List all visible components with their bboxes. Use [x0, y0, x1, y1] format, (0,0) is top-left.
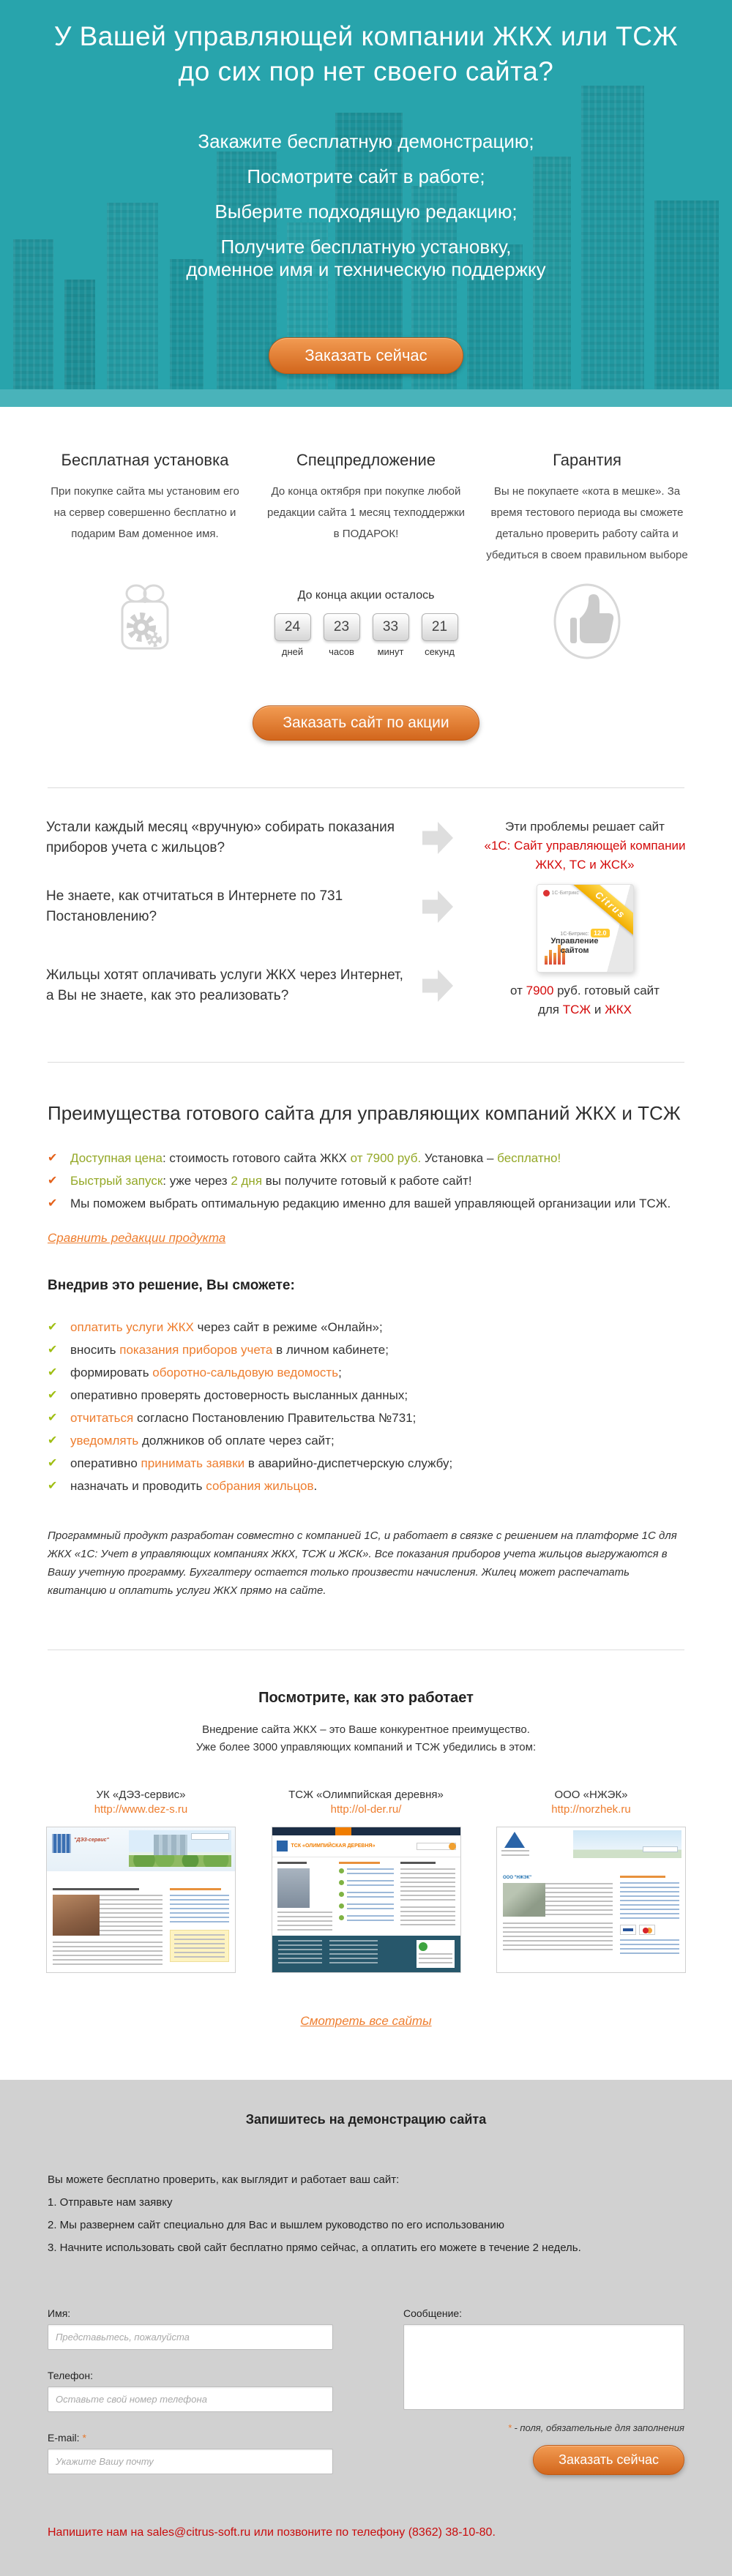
thumb-text-lines [53, 1942, 163, 1966]
order-now-button[interactable]: Заказать сейчас [269, 337, 463, 374]
thumb-heading-line [620, 1876, 665, 1878]
check-icon: ✔ [48, 1389, 58, 1401]
thumb-link-lines [620, 1882, 679, 1920]
feature-icons-row [44, 582, 688, 664]
check-icon: ✔ [48, 1152, 58, 1164]
countdown-seconds-label: секунд [425, 646, 455, 657]
waterfront-strip [0, 389, 732, 407]
site-card-dez [46, 1789, 236, 1973]
countdown-widget [265, 582, 467, 657]
thumb-site-title: ООО "НЖЭК" [503, 1876, 532, 1880]
site-thumbnail-nzhek[interactable] [496, 1827, 686, 1973]
demo-step: 1. Отправьте нам заявку [48, 2196, 173, 2209]
email-label: E-mail: * [48, 2432, 86, 2444]
thumb-nav-bar [501, 1861, 681, 1871]
problems-list [46, 817, 458, 1019]
thumb-footer [272, 1936, 460, 1972]
capability-item: ✔ оперативно принимать заявки в аварийно-диспетчерскую службу; [48, 1452, 684, 1475]
feature-columns [44, 451, 688, 566]
capability-item: ✔ вносить показания приборов учета в личном кабинете; [48, 1338, 684, 1361]
check-icon: ✔ [48, 1434, 58, 1447]
thumb-heading-line [53, 1888, 139, 1890]
capability-item: ✔ формировать оборотно-сальдовую ведомость; [48, 1361, 684, 1384]
product-name: 1С-Битрикс: Управление сайтом [550, 932, 599, 955]
hero-bullet-list [0, 130, 732, 281]
thumb-nav-bar [51, 1871, 231, 1882]
solution-list-title: Внедрив это решение, Вы сможете: [48, 1278, 295, 1293]
example-sites [46, 1789, 686, 1973]
thumb-photo [503, 1883, 545, 1917]
hero-bullet: Закажите бесплатную демонстрацию; [198, 130, 534, 152]
message-label: Сообщение: [403, 2307, 463, 2319]
thumb-link-lines [620, 1939, 679, 1957]
hero-banner [0, 0, 732, 407]
required-fields-note: * - поля, обязательные для заполнения [507, 2422, 684, 2433]
name-input[interactable] [48, 2324, 333, 2350]
capability-item: ✔ оплатить услуги ЖКХ через сайт в режиме «Онлайн»; [48, 1316, 684, 1338]
site-url-link[interactable]: http://norzhek.ru [551, 1803, 631, 1816]
countdown-title: До конца акции осталось [297, 589, 435, 602]
feature-text: При покупке сайта мы установим его на сервер совершенно бесплатно и подарим Вам доменное имя. [51, 485, 239, 540]
phone-label: Телефон: [48, 2370, 93, 2381]
contact-line: Напишите нам на sales@citrus-soft.ru или позвоните по телефону (8362) 38-10-80. [48, 2526, 496, 2539]
feature-title: Бесплатная установка [61, 451, 229, 469]
order-promo-button[interactable]: Заказать сайт по акции [253, 705, 479, 741]
message-textarea[interactable] [403, 2324, 684, 2410]
thumb-logo-icon [277, 1841, 288, 1852]
thumb-search-box [417, 1843, 456, 1850]
1c-logo-icon [543, 890, 550, 896]
site-card-olimp [272, 1789, 461, 1973]
thumb-logo-icon [504, 1832, 525, 1848]
solution-capabilities-list [48, 1316, 684, 1497]
check-icon: ✔ [48, 1175, 58, 1187]
thumbs-up-icon [486, 582, 688, 664]
check-icon: ✔ [48, 1197, 58, 1210]
hero-bullet: Выберите подходящую редакцию; [214, 201, 518, 222]
demo-signup-section [0, 2080, 732, 2576]
thumb-header [272, 1835, 460, 1857]
integration-note: Программный продукт разработан совместно с компанией 1С, и работает в связке с решением на платформе 1С для ЖКХ «1С: Учет в управляющих компаниях ЖКХ, ТСЖ и ЖСК». Все показания приборов учета жильцов выгружаются в Вашу учетную программу. Бухгалтеру остается только произвести начисления. Жилец может распечатать квитанцию и оплатить услуги ЖКХ прямо на сайте. [48, 1530, 677, 1597]
price-line2: для ТСЖ и ЖКХ [537, 1003, 632, 1016]
green-bullet-icon [339, 1892, 344, 1897]
page-title-line1: У Вашей управляющей компании ЖКХ или ТСЖ [53, 21, 679, 51]
countdown-seconds [422, 613, 458, 657]
thumb-photo [277, 1868, 310, 1908]
countdown-hours-label: часов [329, 646, 354, 657]
thumb-site-title: ТСК «ОЛИМПИЙСКАЯ ДЕРЕВНЯ» [291, 1843, 376, 1849]
showcase-title: Посмотрите, как это работает [258, 1690, 474, 1706]
site-url-link[interactable]: http://www.dez-s.ru [94, 1803, 188, 1816]
required-star-icon: * [82, 2432, 86, 2444]
form-right-column [403, 2307, 684, 2494]
thumb-header [497, 1827, 685, 1861]
advantage-item: ✔ Мы поможем выбрать оптимальную редакцию именно для вашей управляющей организации или ТСЖ. [48, 1192, 684, 1215]
feature-title: Гарантия [553, 451, 621, 469]
demo-intro: Вы можете бесплатно проверить, как выглядит и работает ваш сайт: [48, 2174, 400, 2186]
site-name: ООО «НЖЭК» [554, 1789, 628, 1801]
countdown-seconds-value: 21 [422, 613, 458, 641]
problems-section [0, 788, 732, 1062]
problem-text: Не знаете, как отчитаться в Интернете по 731 Постановлению? [46, 888, 343, 924]
feature-guarantee [486, 451, 688, 566]
thumb-site-title: "ДЭЗ-сервис" [74, 1838, 109, 1843]
demo-form [48, 2307, 684, 2494]
advantages-list [48, 1147, 684, 1215]
check-icon: ✔ [48, 1344, 58, 1356]
green-bullet-icon [339, 1880, 344, 1885]
product-brand: 1С-Битрикс [551, 891, 579, 896]
name-field-group [48, 2307, 333, 2350]
solution-title: Эти проблемы решает сайт [505, 820, 665, 834]
citrus-ribbon: Citrus [563, 884, 634, 947]
thumb-link-lines [170, 1895, 229, 1924]
email-input[interactable] [48, 2449, 333, 2474]
countdown-hours-value: 23 [324, 613, 360, 641]
site-thumbnail-olimp[interactable] [272, 1827, 461, 1973]
features-section [0, 407, 732, 787]
payment-icons [620, 1925, 679, 1935]
capability-item: ✔ уведомлять должников об оплате через сайт; [48, 1429, 684, 1452]
mastercard-icon [639, 1925, 655, 1935]
problem-text: Жильцы хотят оплачивать услуги ЖКХ через Интернет, а Вы не знаете, как это реализовать? [46, 967, 403, 1003]
problem-row [46, 886, 458, 927]
countdown-minutes [373, 613, 409, 657]
thumb-text-lines [503, 1922, 613, 1952]
thumb-heading-line [400, 1862, 436, 1864]
email-field-group [48, 2432, 333, 2474]
check-icon: ✔ [48, 1480, 58, 1492]
thumb-heading-line [339, 1862, 380, 1864]
countdown-boxes [265, 613, 467, 657]
feature-title: Спецпредложение [296, 451, 436, 469]
capability-item: ✔ назначать и проводить собрания жильцов. [48, 1475, 684, 1497]
capability-item: ✔ отчитаться согласно Постановлению Правительства №731; [48, 1407, 684, 1429]
demo-title: Запишитесь на демонстрацию сайта [245, 2112, 487, 2127]
thumb-top-nav [272, 1827, 460, 1835]
feature-free-install [44, 451, 246, 566]
advantage-item: ✔ Доступная цена: стоимость готового сайта ЖКХ от 7900 руб. Установка – бесплатно! [48, 1147, 684, 1169]
phone-input[interactable] [48, 2386, 333, 2412]
demo-step: 3. Начните использовать свой сайт бесплатно прямо сейчас, а оплатить его можете в течение 2 недель. [48, 2242, 581, 2254]
feature-special-offer [265, 451, 467, 566]
check-icon: ✔ [48, 1366, 58, 1379]
hero-bullet: Посмотрите сайт в работе; [247, 165, 485, 187]
advantages-section [48, 1063, 684, 1650]
visa-icon [620, 1925, 636, 1935]
thumb-text-lines [277, 1912, 332, 1933]
green-bullet-icon [339, 1915, 344, 1920]
product-box-image [537, 884, 634, 973]
thumb-text-lines [400, 1906, 455, 1925]
demo-steps [48, 2191, 684, 2259]
thumb-search-box [191, 1833, 229, 1840]
feature-text: Вы не покупаете «кота в мешке». За время тестового периода вы сможете детально проверить работу сайта и убедиться в своем правильном выборе [486, 485, 688, 561]
name-label: Имя: [48, 2307, 71, 2319]
solution-column [484, 817, 686, 1019]
thumb-logo-icon [52, 1834, 71, 1853]
check-icon: ✔ [48, 1457, 58, 1469]
thumb-header [47, 1827, 235, 1871]
site-name: ТСЖ «Олимпийская деревня» [288, 1789, 444, 1801]
arrow-right-icon [422, 821, 453, 855]
site-card-nzhek [496, 1789, 686, 1973]
submit-order-button[interactable]: Заказать сейчас [533, 2445, 684, 2475]
hero-bullet: Получите бесплатную установку, [220, 236, 512, 258]
page-title [0, 0, 732, 89]
problem-row [46, 965, 458, 1006]
capability-item: ✔ оперативно проверять достоверность высланных данных; [48, 1384, 684, 1407]
gift-icon [44, 582, 246, 660]
thumb-highlight-box [170, 1930, 229, 1962]
showcase-section [0, 1650, 732, 2080]
phone-field-group [48, 2370, 333, 2412]
countdown-days-value: 24 [274, 613, 311, 641]
countdown-days [274, 613, 311, 657]
green-logo-icon [419, 1942, 427, 1951]
advantage-item: ✔ Быстрый запуск: уже через 2 дня вы получите готовый к работе сайт! [48, 1169, 684, 1192]
arrow-right-icon [422, 969, 453, 1003]
thumb-banner-image [573, 1830, 681, 1858]
countdown-hours [324, 613, 360, 657]
site-name: УК «ДЭЗ-сервис» [96, 1789, 186, 1801]
page-title-line2: до сих пор нет своего сайта? [178, 56, 554, 86]
version-badge: 12.0 [591, 929, 610, 937]
view-all-sites-link[interactable]: Смотреть все сайты [300, 2014, 432, 2028]
thumb-photo [53, 1895, 100, 1936]
thumb-heading-line [170, 1888, 221, 1890]
countdown-minutes-value: 33 [373, 613, 409, 641]
check-icon: ✔ [48, 1412, 58, 1424]
feature-text: До конца октября при покупке любой редакции сайта 1 месяц техподдержки в ПОДАРОК! [266, 485, 466, 540]
required-star-icon: * [507, 2422, 512, 2433]
green-bullet-icon [339, 1868, 344, 1873]
demo-step: 2. Мы развернем сайт специально для Вас и вышлем руководство по его использованию [48, 2219, 505, 2231]
site-thumbnail-dez[interactable] [46, 1827, 236, 1973]
showcase-subtitle: Внедрение сайта ЖКХ – это Ваше конкурентное преимущество. Уже более 3000 управляющих компаний и ТСЖ убедились в этом: [195, 1723, 537, 1753]
message-field-group [403, 2307, 684, 2414]
countdown-days-label: дней [281, 646, 304, 657]
green-bullet-icon [339, 1903, 344, 1909]
compare-editions-link[interactable]: Сравнить редакции продукта [48, 1231, 226, 1245]
thumb-text-lines [400, 1868, 455, 1901]
check-icon: ✔ [48, 1321, 58, 1333]
countdown-minutes-label: минут [377, 646, 404, 657]
thumb-search-box [643, 1846, 678, 1852]
problem-row [46, 817, 458, 858]
price-line: от 7900 руб. готовый сайт [510, 984, 660, 997]
advantages-title: Преимущества готового сайта для управляющих компаний ЖКХ и ТСЖ [48, 1102, 681, 1124]
thumb-mobile-card [417, 1940, 455, 1968]
form-left-column [48, 2307, 333, 2494]
price-value: 7900 [526, 984, 554, 997]
problem-text: Устали каждый месяц «вручную» собирать показания приборов учета с жильцов? [46, 820, 395, 855]
arrow-right-icon [422, 890, 453, 924]
site-url-link[interactable]: http://ol-der.ru/ [330, 1803, 402, 1816]
solution-product-name: «1С: Сайт управляющей компании ЖКХ, ТС и ЖСК» [484, 839, 686, 872]
thumb-heading-line [277, 1862, 307, 1864]
hero-bullet: доменное имя и техническую поддержку [186, 258, 546, 280]
